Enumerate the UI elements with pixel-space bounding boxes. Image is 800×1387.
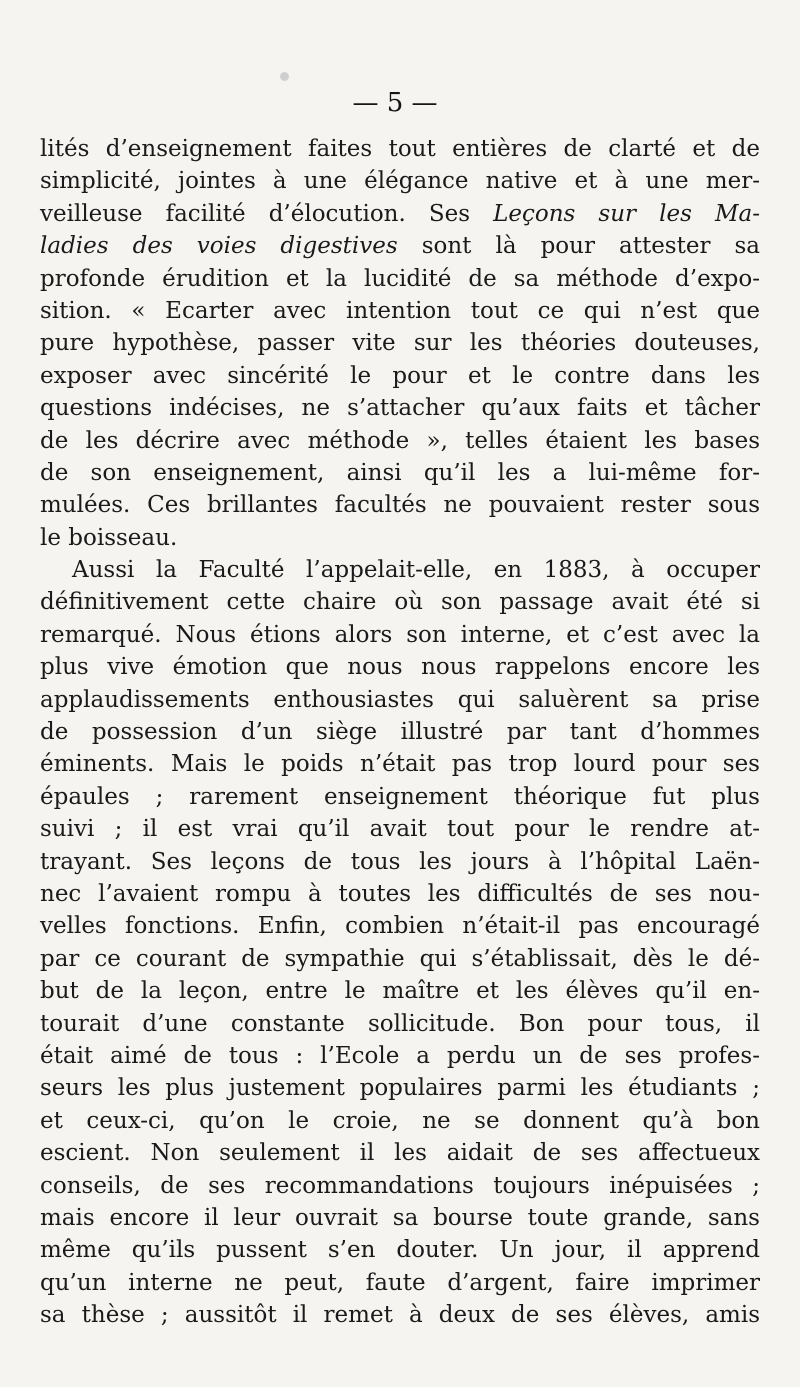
text-line: sition. « Ecarter avec intention tout ce qui n’est que (40, 297, 760, 324)
text-line: nec l’avaient rompu à toutes les difficultés de ses nou- (40, 880, 760, 907)
text-line: profonde érudition et la lucidité de sa méthode d’expo- (40, 265, 760, 292)
text-line: escient. Non seulement il les aidait de ses affectueux (40, 1140, 760, 1167)
text-line: le boisseau. (40, 524, 178, 551)
text-line: définitivement cette chaire où son passage avait été si (40, 589, 760, 616)
text-line: trayant. Ses leçons de tous les jours à l’hôpital Laën- (40, 848, 760, 875)
text-line: pure hypothèse, passer vite sur les théories douteuses, (40, 330, 760, 357)
text-line: velles fonctions. Enfin, combien n’était-il pas encouragé (40, 913, 760, 940)
text-line: même qu’ils pussent s’en douter. Un jour, il apprend (40, 1237, 760, 1264)
italic-title: ladies des voies digestives (40, 233, 398, 260)
text-segment: sont là pour attester sa (397, 233, 761, 260)
text-line: sa thèse ; aussitôt il remet à deux de ses élèves, amis (40, 1302, 760, 1329)
text-line: suivi ; il est vrai qu’il avait tout pour le rendre at- (40, 816, 760, 843)
text-line: Aussi la Faculté l’appelait-elle, en 1883, à occuper (72, 557, 760, 584)
text-line: de son enseignement, ainsi qu’il les a lui-même for- (40, 459, 760, 486)
body-text (40, 133, 760, 1331)
text-line: mulées. Ces brillantes facultés ne pouvaient rester sous (40, 492, 760, 519)
text-line: qu’un interne ne peut, faute d’argent, faire imprimer (40, 1269, 760, 1296)
text-line: simplicité, jointes à une élégance native et à une mer- (40, 168, 760, 195)
text-line: seurs les plus justement populaires parmi les étudiants ; (40, 1075, 760, 1102)
text-line: mais encore il leur ouvrait sa bourse toute grande, sans (40, 1204, 760, 1231)
text-line: plus vive émotion que nous nous rappelons encore les (40, 654, 760, 681)
text-line (40, 230, 760, 262)
text-line: but de la leçon, entre le maître et les élèves qu’il en- (40, 978, 760, 1005)
text-line: était aimé de tous : l’Ecole a perdu un de ses profes- (40, 1042, 760, 1069)
text-line: remarqué. Nous étions alors son interne, et c’est avec la (40, 621, 760, 648)
text-line (40, 198, 760, 230)
text-segment: veilleuse facilité d’élocution. Ses (40, 200, 494, 227)
text-line: et ceux-ci, qu’on le croie, ne se donnent qu’à bon (40, 1107, 760, 1134)
text-line: éminents. Mais le poids n’était pas trop lourd pour ses (40, 751, 760, 778)
text-line: applaudissements enthousiastes qui saluèrent sa prise (40, 686, 760, 713)
paper-speck (280, 72, 289, 81)
page-number: — 5 — (352, 88, 438, 118)
text-line: exposer avec sincérité le pour et le contre dans les (40, 362, 760, 389)
text-line: de les décrire avec méthode », telles étaient les bases (40, 427, 760, 454)
text-line: conseils, de ses recommandations toujours inépuisées ; (40, 1172, 760, 1199)
text-line: questions indécises, ne s’attacher qu’aux faits et tâcher (40, 395, 760, 422)
italic-title: Leçons sur les Ma- (493, 200, 760, 227)
text-line: de possession d’un siège illustré par tant d’hommes (40, 719, 760, 746)
text-line: par ce courant de sympathie qui s’établissait, dès le dé- (40, 945, 760, 972)
text-line: tourait d’une constante sollicitude. Bon pour tous, il (40, 1010, 760, 1037)
text-line: épaules ; rarement enseignement théorique fut plus (40, 783, 760, 810)
text-line: lités d’enseignement faites tout entières de clarté et de (40, 136, 760, 162)
